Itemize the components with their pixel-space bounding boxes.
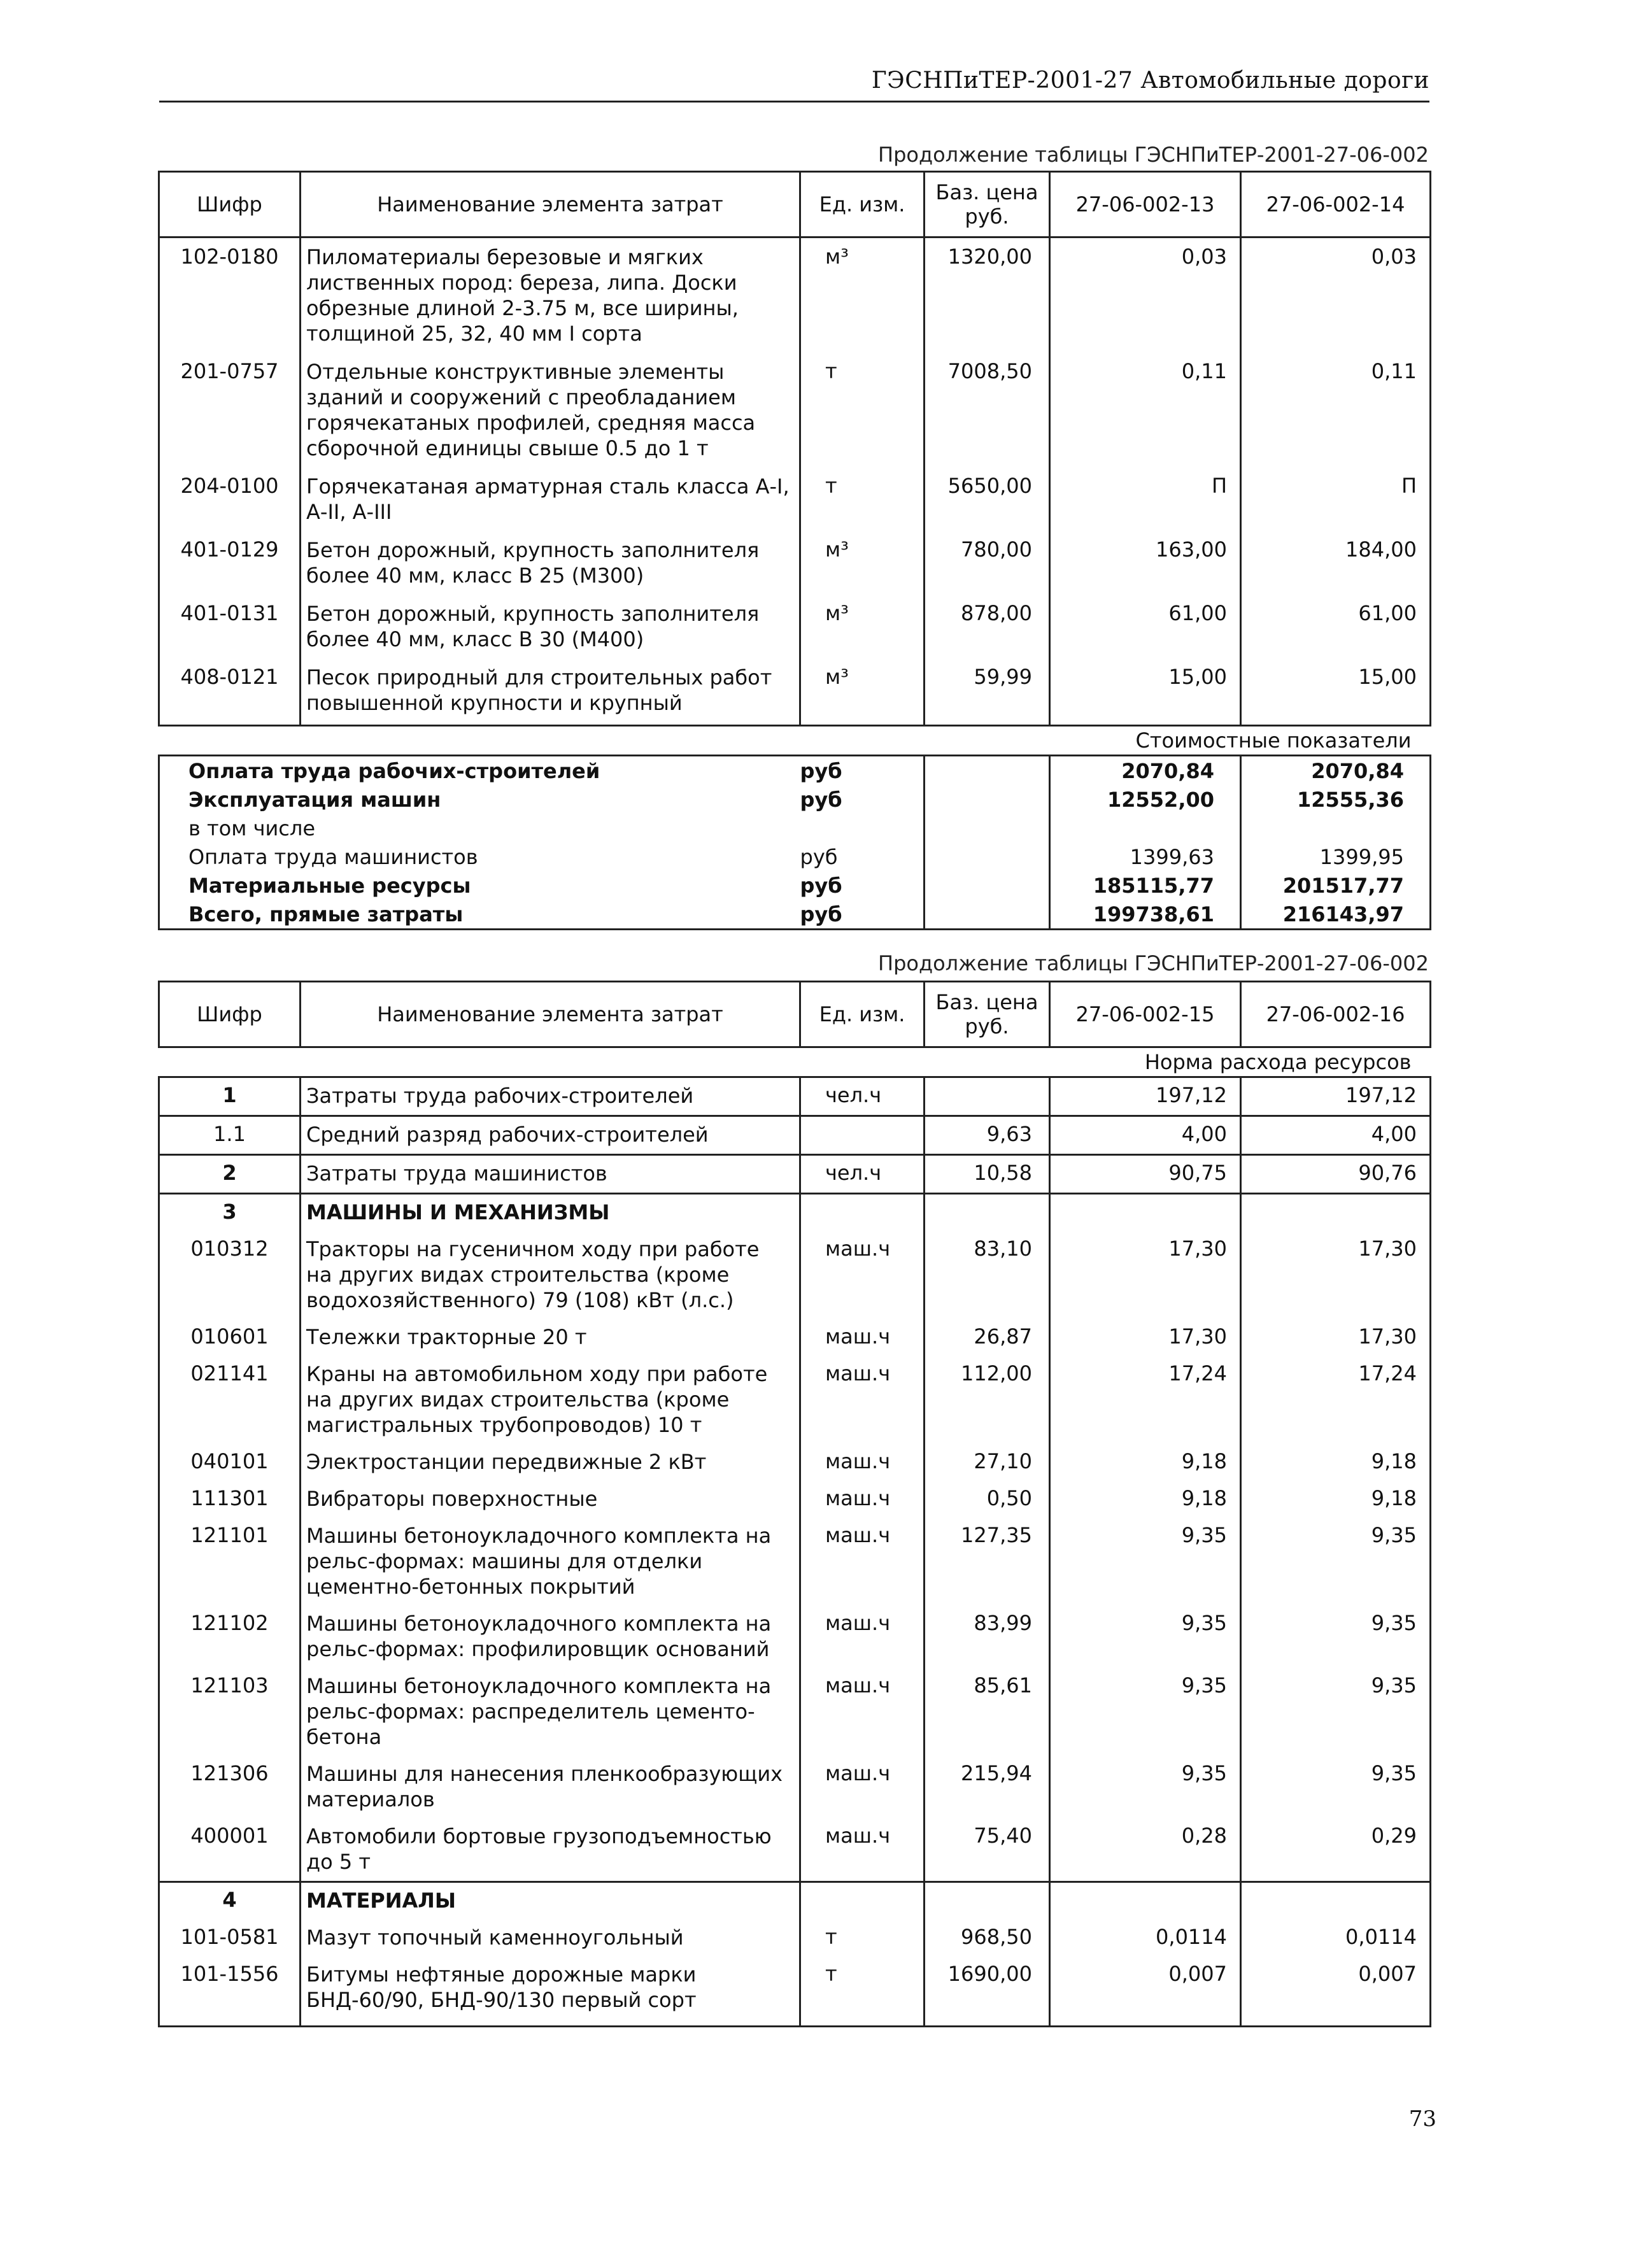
row-norm-a: 9,35 bbox=[1050, 1668, 1241, 1756]
row-unit: маш.ч bbox=[800, 1319, 925, 1356]
column-header-norm-b: 27-06-002-16 bbox=[1241, 982, 1431, 1047]
row-price: 215,94 bbox=[925, 1756, 1050, 1818]
row-code: 121306 bbox=[159, 1756, 301, 1818]
column-header-norm-a: 27-06-002-13 bbox=[1050, 172, 1241, 237]
row-norm-b: 9,18 bbox=[1241, 1444, 1431, 1481]
row-unit: маш.ч bbox=[800, 1818, 925, 1882]
row-norm-b bbox=[1241, 1194, 1431, 1232]
cost-unit: руб bbox=[800, 900, 925, 930]
row-norm-a: 163,00 bbox=[1050, 531, 1241, 595]
row-unit: м³ bbox=[800, 595, 925, 658]
row-code: 101-0581 bbox=[159, 1920, 301, 1957]
cost-price-empty bbox=[925, 842, 1050, 871]
cost-price-empty bbox=[925, 900, 1050, 930]
row-price: 26,87 bbox=[925, 1319, 1050, 1356]
row-norm-a: 0,0114 bbox=[1050, 1920, 1241, 1957]
row-code: 408-0121 bbox=[159, 658, 301, 726]
row-price: 83,99 bbox=[925, 1606, 1050, 1668]
cost-value-a: 12552,00 bbox=[1050, 785, 1241, 814]
row-norm-a: 9,35 bbox=[1050, 1606, 1241, 1668]
table1 bbox=[158, 171, 1431, 930]
cost-unit: руб bbox=[800, 844, 838, 869]
row-price: 59,99 bbox=[925, 658, 1050, 726]
table-row bbox=[159, 1356, 1431, 1444]
row-unit: м³ bbox=[800, 658, 925, 726]
table-row bbox=[159, 1518, 1431, 1606]
table-row bbox=[159, 1957, 1431, 2027]
table-row bbox=[159, 1231, 1431, 1319]
table1-header-row bbox=[159, 172, 1431, 237]
row-unit: маш.ч bbox=[800, 1444, 925, 1481]
cost-value-a: 185115,77 bbox=[1050, 871, 1241, 900]
column-header-norm-a: 27-06-002-15 bbox=[1050, 982, 1241, 1047]
row-norm-a: 0,03 bbox=[1050, 237, 1241, 353]
row-name: Машины бетоноукладочного комплекта на рельс-формах: профилировщик оснований bbox=[301, 1606, 800, 1668]
row-name: Отдельные конструктивные элементы зданий и сооружений с преобладанием горячекатаных профилей, средняя масса сборочной единицы свыше 0.5 до 1 т bbox=[301, 353, 800, 467]
table-row bbox=[159, 1606, 1431, 1668]
row-norm-b: 9,35 bbox=[1241, 1668, 1431, 1756]
row-code: 1.1 bbox=[159, 1116, 301, 1155]
cost-value-a: 1399,63 bbox=[1050, 842, 1241, 871]
cost-value-b: 12555,36 bbox=[1241, 785, 1431, 814]
row-name: Тракторы на гусеничном ходу при работе на других видах строительства (кроме водохозяйственного) 79 (108) кВт (л.с.) bbox=[301, 1231, 800, 1319]
table2-section-row bbox=[159, 1047, 1431, 1077]
cost-unit: руб bbox=[800, 758, 842, 783]
row-price: 85,61 bbox=[925, 1668, 1050, 1756]
row-norm-b: 184,00 bbox=[1241, 531, 1431, 595]
table-row bbox=[159, 1194, 1431, 1232]
cost-row bbox=[159, 756, 1431, 786]
table-row bbox=[159, 1668, 1431, 1756]
row-unit: м³ bbox=[800, 531, 925, 595]
row-price: 112,00 bbox=[925, 1356, 1050, 1444]
row-norm-a: 17,24 bbox=[1050, 1356, 1241, 1444]
row-norm-b: 197,12 bbox=[1241, 1077, 1431, 1116]
cost-value-a: 2070,84 bbox=[1050, 756, 1241, 786]
cost-unit: руб bbox=[800, 787, 842, 812]
running-head: ГЭСНПиТЕР-2001-27 Автомобильные дороги bbox=[871, 67, 1429, 94]
row-code: 021141 bbox=[159, 1356, 301, 1444]
row-price: 127,35 bbox=[925, 1518, 1050, 1606]
cost-row bbox=[159, 871, 1431, 900]
row-norm-a: 17,30 bbox=[1050, 1319, 1241, 1356]
cost-row bbox=[159, 900, 1431, 930]
column-header-unit: Ед. изм. bbox=[800, 172, 925, 237]
row-name: Пиломатериалы березовые и мягких лиственных пород: береза, липа. Доски обрезные длиной 2-3.75 м, все ширины, толщиной 25, 32, 40 мм I сорта bbox=[301, 237, 800, 353]
row-norm-a bbox=[1050, 1194, 1241, 1232]
cost-unit: руб bbox=[800, 873, 842, 898]
table1-section-row bbox=[159, 726, 1431, 756]
row-price: 10,58 bbox=[925, 1155, 1050, 1194]
row-unit: т bbox=[800, 1920, 925, 1957]
row-code: 121101 bbox=[159, 1518, 301, 1606]
cost-value-a bbox=[1050, 814, 1241, 842]
row-unit: чел.ч bbox=[800, 1077, 925, 1116]
row-norm-a: П bbox=[1050, 467, 1241, 531]
row-norm-b: 0,29 bbox=[1241, 1818, 1431, 1882]
row-price: 75,40 bbox=[925, 1818, 1050, 1882]
column-header-name: Наименование элемента затрат bbox=[301, 982, 800, 1047]
row-norm-a: 9,18 bbox=[1050, 1444, 1241, 1481]
row-norm-b: П bbox=[1241, 467, 1431, 531]
row-name: Затраты труда рабочих-строителей bbox=[301, 1077, 800, 1116]
column-header-norm-b: 27-06-002-14 bbox=[1241, 172, 1431, 237]
cost-price-empty bbox=[925, 871, 1050, 900]
row-code: 204-0100 bbox=[159, 467, 301, 531]
row-norm-b bbox=[1241, 1882, 1431, 1920]
table-row bbox=[159, 1319, 1431, 1356]
row-unit: маш.ч bbox=[800, 1231, 925, 1319]
row-name: Машины для нанесения пленкообразующих материалов bbox=[301, 1756, 800, 1818]
table-row bbox=[159, 353, 1431, 467]
row-name: Бетон дорожный, крупность заполнителя более 40 мм, класс В 30 (М400) bbox=[301, 595, 800, 658]
row-price: 0,50 bbox=[925, 1481, 1050, 1518]
row-code: 010312 bbox=[159, 1231, 301, 1319]
row-name: МАТЕРИАЛЫ bbox=[301, 1882, 800, 1920]
row-price: 878,00 bbox=[925, 595, 1050, 658]
row-name: Бетон дорожный, крупность заполнителя более 40 мм, класс В 25 (М300) bbox=[301, 531, 800, 595]
row-unit bbox=[800, 1194, 925, 1232]
row-unit: маш.ч bbox=[800, 1481, 925, 1518]
row-norm-a: 0,11 bbox=[1050, 353, 1241, 467]
row-unit: чел.ч bbox=[800, 1155, 925, 1194]
row-norm-b: 17,30 bbox=[1241, 1319, 1431, 1356]
row-price bbox=[925, 1882, 1050, 1920]
row-code: 1 bbox=[159, 1077, 301, 1116]
column-header-code: Шифр bbox=[159, 172, 301, 237]
row-unit: т bbox=[800, 467, 925, 531]
row-code: 121102 bbox=[159, 1606, 301, 1668]
table-row bbox=[159, 1920, 1431, 1957]
column-header-code: Шифр bbox=[159, 982, 301, 1047]
cost-unit bbox=[800, 814, 925, 842]
row-code: 201-0757 bbox=[159, 353, 301, 467]
row-price bbox=[925, 1077, 1050, 1116]
row-norm-b: 9,35 bbox=[1241, 1756, 1431, 1818]
row-name: Горячекатаная арматурная сталь класса А-I, А-II, А-III bbox=[301, 467, 800, 531]
row-norm-b: 9,35 bbox=[1241, 1518, 1431, 1606]
row-norm-a: 9,18 bbox=[1050, 1481, 1241, 1518]
row-code: 101-1556 bbox=[159, 1957, 301, 2027]
cost-value-b: 201517,77 bbox=[1241, 871, 1431, 900]
row-name: Песок природный для строительных работ повышенной крупности и крупный bbox=[301, 658, 800, 726]
table-row bbox=[159, 658, 1431, 726]
row-norm-a: 4,00 bbox=[1050, 1116, 1241, 1155]
cost-label: Эксплуатация машин bbox=[159, 785, 800, 814]
cost-label: Оплата труда машинистов bbox=[159, 842, 800, 871]
row-unit: т bbox=[800, 1957, 925, 2027]
row-name: Затраты труда машинистов bbox=[301, 1155, 800, 1194]
row-unit: маш.ч bbox=[800, 1668, 925, 1756]
row-name: Автомобили бортовые грузоподъемностью до 5 т bbox=[301, 1818, 800, 1882]
table-row bbox=[159, 1481, 1431, 1518]
row-unit: маш.ч bbox=[800, 1356, 925, 1444]
row-name: Электростанции передвижные 2 кВт bbox=[301, 1444, 800, 1481]
row-norm-b: 9,35 bbox=[1241, 1606, 1431, 1668]
table-row bbox=[159, 1756, 1431, 1818]
row-norm-a: 0,28 bbox=[1050, 1818, 1241, 1882]
row-norm-b: 0,0114 bbox=[1241, 1920, 1431, 1957]
row-name: Машины бетоноукладочного комплекта на рельс-формах: машины для отделки цементно-бетонных покрытий bbox=[301, 1518, 800, 1606]
row-code: 401-0129 bbox=[159, 531, 301, 595]
cost-price-empty bbox=[925, 814, 1050, 842]
column-header-price: Баз. цена руб. bbox=[925, 982, 1050, 1047]
row-norm-b: 17,30 bbox=[1241, 1231, 1431, 1319]
row-norm-b: 0,03 bbox=[1241, 237, 1431, 353]
row-code: 010601 bbox=[159, 1319, 301, 1356]
row-name: Машины бетоноукладочного комплекта на рельс-формах: распределитель цементо-бетона bbox=[301, 1668, 800, 1756]
row-name: Средний разряд рабочих-строителей bbox=[301, 1116, 800, 1155]
cost-label: Материальные ресурсы bbox=[159, 871, 800, 900]
cost-price-empty bbox=[925, 785, 1050, 814]
cost-value-b: 216143,97 bbox=[1241, 900, 1431, 930]
row-unit: маш.ч bbox=[800, 1756, 925, 1818]
row-code: 3 bbox=[159, 1194, 301, 1232]
table1-cost-body bbox=[159, 756, 1431, 930]
page-number: 73 bbox=[1408, 2106, 1436, 2132]
row-price: 27,10 bbox=[925, 1444, 1050, 1481]
row-price: 5650,00 bbox=[925, 467, 1050, 531]
row-name: Краны на автомобильном ходу при работе на других видах строительства (кроме магистральных трубопроводов) 10 т bbox=[301, 1356, 800, 1444]
row-norm-a: 9,35 bbox=[1050, 1756, 1241, 1818]
table-row bbox=[159, 237, 1431, 353]
row-norm-a: 90,75 bbox=[1050, 1155, 1241, 1194]
row-price: 9,63 bbox=[925, 1116, 1050, 1155]
row-price: 1690,00 bbox=[925, 1957, 1050, 2027]
row-norm-b: 4,00 bbox=[1241, 1116, 1431, 1155]
table-row bbox=[159, 1155, 1431, 1194]
cost-row bbox=[159, 814, 1431, 842]
table-row bbox=[159, 531, 1431, 595]
row-price: 7008,50 bbox=[925, 353, 1050, 467]
row-name: Вибраторы поверхностные bbox=[301, 1481, 800, 1518]
row-price: 780,00 bbox=[925, 531, 1050, 595]
table2-caption: Продолжение таблицы ГЭСНПиТЕР-2001-27-06-002 bbox=[878, 951, 1429, 975]
section-title: Норма расхода ресурсов bbox=[159, 1047, 1431, 1077]
row-unit: м³ bbox=[800, 237, 925, 353]
section-title: Стоимостные показатели bbox=[159, 726, 1431, 756]
row-norm-a: 197,12 bbox=[1050, 1077, 1241, 1116]
row-norm-b: 17,24 bbox=[1241, 1356, 1431, 1444]
cost-value-b: 1399,95 bbox=[1241, 842, 1431, 871]
column-header-name: Наименование элемента затрат bbox=[301, 172, 800, 237]
row-name: МАШИНЫ И МЕХАНИЗМЫ bbox=[301, 1194, 800, 1232]
table1-caption: Продолжение таблицы ГЭСНПиТЕР-2001-27-06-002 bbox=[878, 143, 1429, 167]
cost-value-b bbox=[1241, 814, 1431, 842]
row-norm-b: 90,76 bbox=[1241, 1155, 1431, 1194]
table-row bbox=[159, 1116, 1431, 1155]
row-price: 968,50 bbox=[925, 1920, 1050, 1957]
row-norm-a: 17,30 bbox=[1050, 1231, 1241, 1319]
row-norm-b: 0,11 bbox=[1241, 353, 1431, 467]
row-unit bbox=[800, 1116, 925, 1155]
row-norm-b: 15,00 bbox=[1241, 658, 1431, 726]
row-norm-a: 15,00 bbox=[1050, 658, 1241, 726]
row-code: 121103 bbox=[159, 1668, 301, 1756]
table2-header-row bbox=[159, 982, 1431, 1047]
row-code: 111301 bbox=[159, 1481, 301, 1518]
row-norm-b: 61,00 bbox=[1241, 595, 1431, 658]
column-header-unit: Ед. изм. bbox=[800, 982, 925, 1047]
row-norm-a: 61,00 bbox=[1050, 595, 1241, 658]
row-code: 2 bbox=[159, 1155, 301, 1194]
row-name: Битумы нефтяные дорожные марки БНД-60/90, БНД-90/130 первый сорт bbox=[301, 1957, 800, 2027]
row-code: 040101 bbox=[159, 1444, 301, 1481]
row-name: Тележки тракторные 20 т bbox=[301, 1319, 800, 1356]
row-code: 102-0180 bbox=[159, 237, 301, 353]
row-norm-a: 9,35 bbox=[1050, 1518, 1241, 1606]
table2 bbox=[158, 981, 1431, 2027]
cost-label: в том числе bbox=[159, 814, 800, 842]
cost-row bbox=[159, 785, 1431, 814]
header-rule bbox=[159, 101, 1429, 103]
cost-value-a: 199738,61 bbox=[1050, 900, 1241, 930]
row-code: 401-0131 bbox=[159, 595, 301, 658]
row-code: 400001 bbox=[159, 1818, 301, 1882]
row-unit: маш.ч bbox=[800, 1606, 925, 1668]
cost-row bbox=[159, 842, 1431, 871]
row-unit: т bbox=[800, 353, 925, 467]
row-price: 83,10 bbox=[925, 1231, 1050, 1319]
row-code: 4 bbox=[159, 1882, 301, 1920]
table-row bbox=[159, 595, 1431, 658]
cost-label: Всего, прямые затраты bbox=[159, 900, 800, 930]
row-norm-a: 0,007 bbox=[1050, 1957, 1241, 2027]
column-header-price: Баз. цена руб. bbox=[925, 172, 1050, 237]
table-row bbox=[159, 1077, 1431, 1116]
row-norm-b: 9,18 bbox=[1241, 1481, 1431, 1518]
table-row bbox=[159, 1818, 1431, 1882]
table-row bbox=[159, 1444, 1431, 1481]
table-row bbox=[159, 467, 1431, 531]
cost-price-empty bbox=[925, 756, 1050, 786]
row-price: 1320,00 bbox=[925, 237, 1050, 353]
row-name: Мазут топочный каменноугольный bbox=[301, 1920, 800, 1957]
table2-body bbox=[159, 1077, 1431, 2027]
row-unit bbox=[800, 1882, 925, 1920]
row-unit: маш.ч bbox=[800, 1518, 925, 1606]
row-price bbox=[925, 1194, 1050, 1232]
cost-label: Оплата труда рабочих-строителей bbox=[159, 756, 800, 786]
table-row bbox=[159, 1882, 1431, 1920]
row-norm-b: 0,007 bbox=[1241, 1957, 1431, 2027]
table1-body bbox=[159, 237, 1431, 726]
row-norm-a bbox=[1050, 1882, 1241, 1920]
cost-value-b: 2070,84 bbox=[1241, 756, 1431, 786]
